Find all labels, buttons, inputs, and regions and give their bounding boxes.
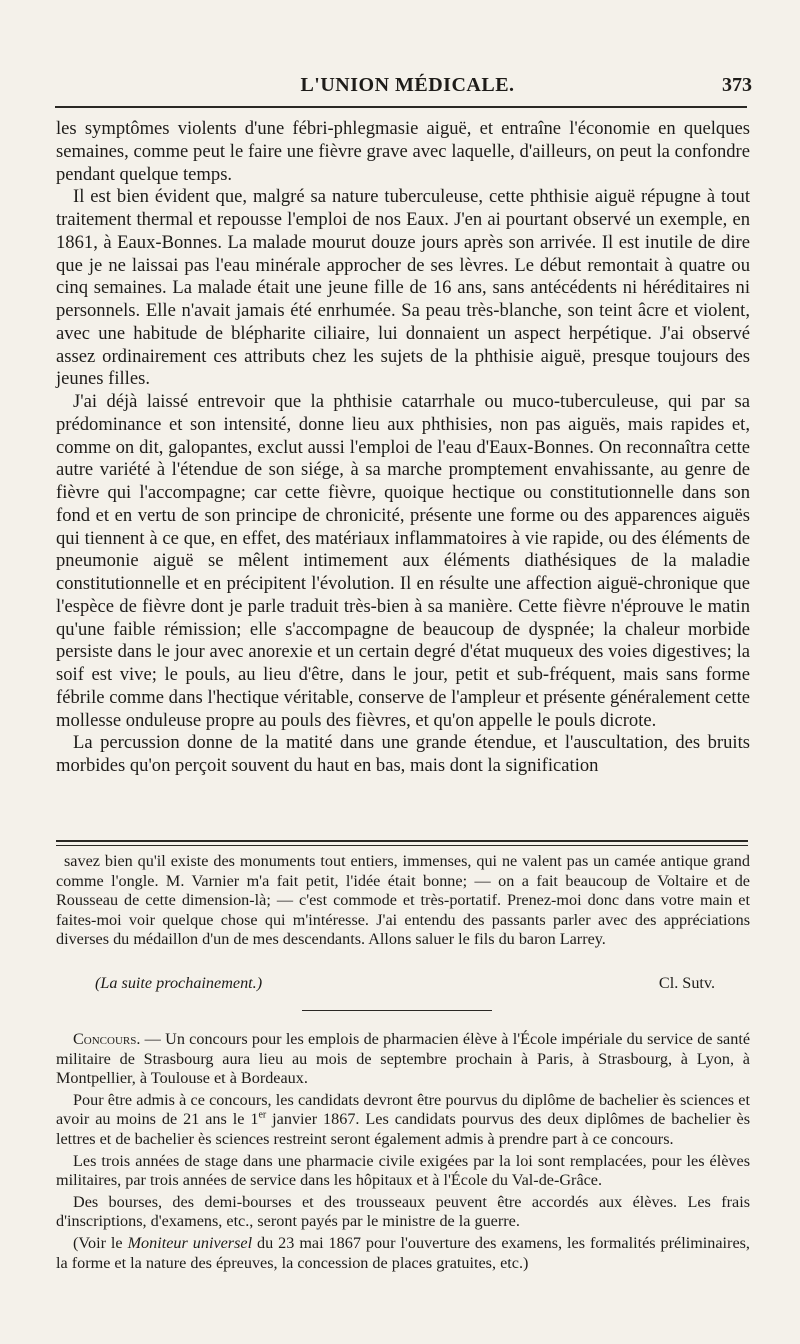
author-signature: Cl. Sutv.: [658, 974, 715, 992]
moniteur-title: Moniteur universel: [127, 1233, 253, 1252]
section-divider: [302, 1010, 492, 1011]
feuilleton-footer: [95, 974, 715, 994]
notice-p5-text-a: (Voir le: [73, 1233, 128, 1252]
notice-heading: Concours.: [73, 1030, 141, 1048]
page-number: 373: [722, 74, 752, 96]
notice-paragraph-5: [56, 1234, 750, 1273]
main-article: [56, 118, 750, 778]
ordinal-superscript: er: [258, 1109, 267, 1121]
feuilleton-section: [56, 852, 750, 950]
running-header: [55, 70, 760, 104]
notice-p2-text-a: Pour être admis à ce concours, les candidats devront être pourvus du diplôme de bachelier ès sciences et avoir au moins de 21 ans le 1: [56, 1090, 750, 1129]
journal-title: L'UNION MÉDICALE.: [300, 74, 515, 96]
notice-p5-text-b: du 23 mai 1867 pour l'ouverture des examens, les formalités préliminaires, la forme et la nature des épreuves, la concession de places gratuites, etc.): [56, 1233, 750, 1272]
notice-p1-text: — Un concours pour les emplois de pharmacien élève à l'École impériale du service de santé militaire de Strasbourg aura lieu au mois de septembre prochain à Paris, à Strasbourg, à Lyon, à Montpellier, à Toulouse et à Bordeaux.: [56, 1030, 750, 1088]
paragraph-1: les symptômes violents d'une fébri-phlegmasie aiguë, et entraîne l'économie en quelques semaines, comme peut le faire une fièvre grave avec laquelle, d'ailleurs, on peut la confondre pendant quelque temps.: [56, 118, 750, 185]
feuilleton-text: savez bien qu'il existe des monuments tout entiers, immenses, qui ne valent pas un camée antique grand comme l'ongle. M. Varnier m'a fait petit, l'idée était bonne; — on a fait beaucoup de Voltaire et de Rousseau de cette dimension-là; — c'est commode et très-portatif. Prenez-moi donc dans votre main et faites-moi voir quelque chose qui m'intéresse. J'ai entendu des passants parler avec des appréciations diverses du médaillon d'un de mes descendants. Allons saluer le fils du baron Larrey.: [56, 852, 750, 949]
paragraph-2: Il est bien évident que, malgré sa nature tuberculeuse, cette phthisie aiguë répugne à tout traitement thermal et repousse l'emploi de nos Eaux. J'en ai pourtant observé un exemple, en 1861, à Eaux-Bonnes. La malade mourut douze jours après son arrivée. Il est inutile de dire que je ne laissai pas l'eau minérale approcher de ses lèvres. Le début remontait à quatre ou cinq semaines. La malade était une jeune fille de 16 ans, sans antécédents ni héréditaires ni personnels. Elle n'avait jamais été enrhumée. Sa peau très-blanche, son teint âcre et violent, avec une habitude de blépharite ciliaire, lui donnaient un aspect herpétique. J'ai observé assez ordinairement ces attributs chez les sujets de la phthisie aiguë, presque toujours des jeunes filles.: [56, 186, 750, 390]
notice-paragraph-4: Des bourses, des demi-bourses et des trousseaux peuvent être accordés aux élèves. Les frais d'inscriptions, d'examens, etc., seront payés par le ministre de la guerre.: [56, 1192, 750, 1231]
notice-paragraph-1: [56, 1030, 750, 1089]
paragraph-4: La percussion donne de la matité dans une grande étendue, et l'auscultation, des bruits morbides qu'on perçoit souvent du haut en bas, mais dont la signification: [56, 732, 750, 776]
paragraph-3: J'ai déjà laissé entrevoir que la phthisie catarrhale ou muco-tuberculeuse, qui par sa prédominance et son intensité, donne lieu aux phthisies, non pas aiguës, mais rapides et, comme on dit, galopantes, exclut aussi l'emploi de l'eau d'Eaux-Bonnes. On reconnaîtra cette autre variété à l'étendue de son siége, à sa marche promptement envahissante, au genre de fièvre qui l'accompagne; car cette fièvre, quoique hectique ou constitutionnelle dans son fond et en vertu de son principe de chronicité, présente une forme ou des apparences aiguës qui tiennent à ce que, en effet, des matériaux inflammatoires à vie rapide, ou des éléments de pneumonie aiguë se mêlent intimement aux éléments diathésiques de la maladie constitutionnelle et en précipitent l'évolution. Il en résulte une affection aiguë-chronique que l'espèce de fièvre dont je parle traduit très-bien à sa manière. Cette fièvre n'éprouve le matin qu'une faible rémission; elle s'accompagne de beaucoup de dyspnée; la chaleur morbide persiste dans le jour avec anorexie et un certain degré d'état muqueux des voies digestives; la soif est vive; le pouls, au lieu d'être, dans le jour, petit et sub-fréquent, mais sans forme fébrile comme dans l'hectique véritable, conserve de l'ampleur et présente généralement cette mollesse onduleuse propre au pouls des fièvres, et qu'on appelle le pouls dicrote.: [56, 391, 750, 731]
header-rule: [55, 106, 747, 108]
concours-notice: [56, 1030, 750, 1275]
feuilleton-separator: [56, 840, 748, 846]
notice-paragraph-2: [56, 1091, 750, 1150]
continuation-note: (La suite prochainement.): [95, 974, 263, 992]
notice-p2-text-b: janvier 1867. Les candidats pourvus des deux diplômes de bachelier ès lettres et de bachelier ès sciences restreint seront également admis à prendre part à ce concours.: [56, 1110, 751, 1148]
notice-paragraph-3: Les trois années de stage dans une pharmacie civile exigées par la loi sont remplacées, pour les élèves militaires, par trois années de service dans les hôpitaux et à l'École du Val-de-Grâce.: [56, 1151, 750, 1190]
